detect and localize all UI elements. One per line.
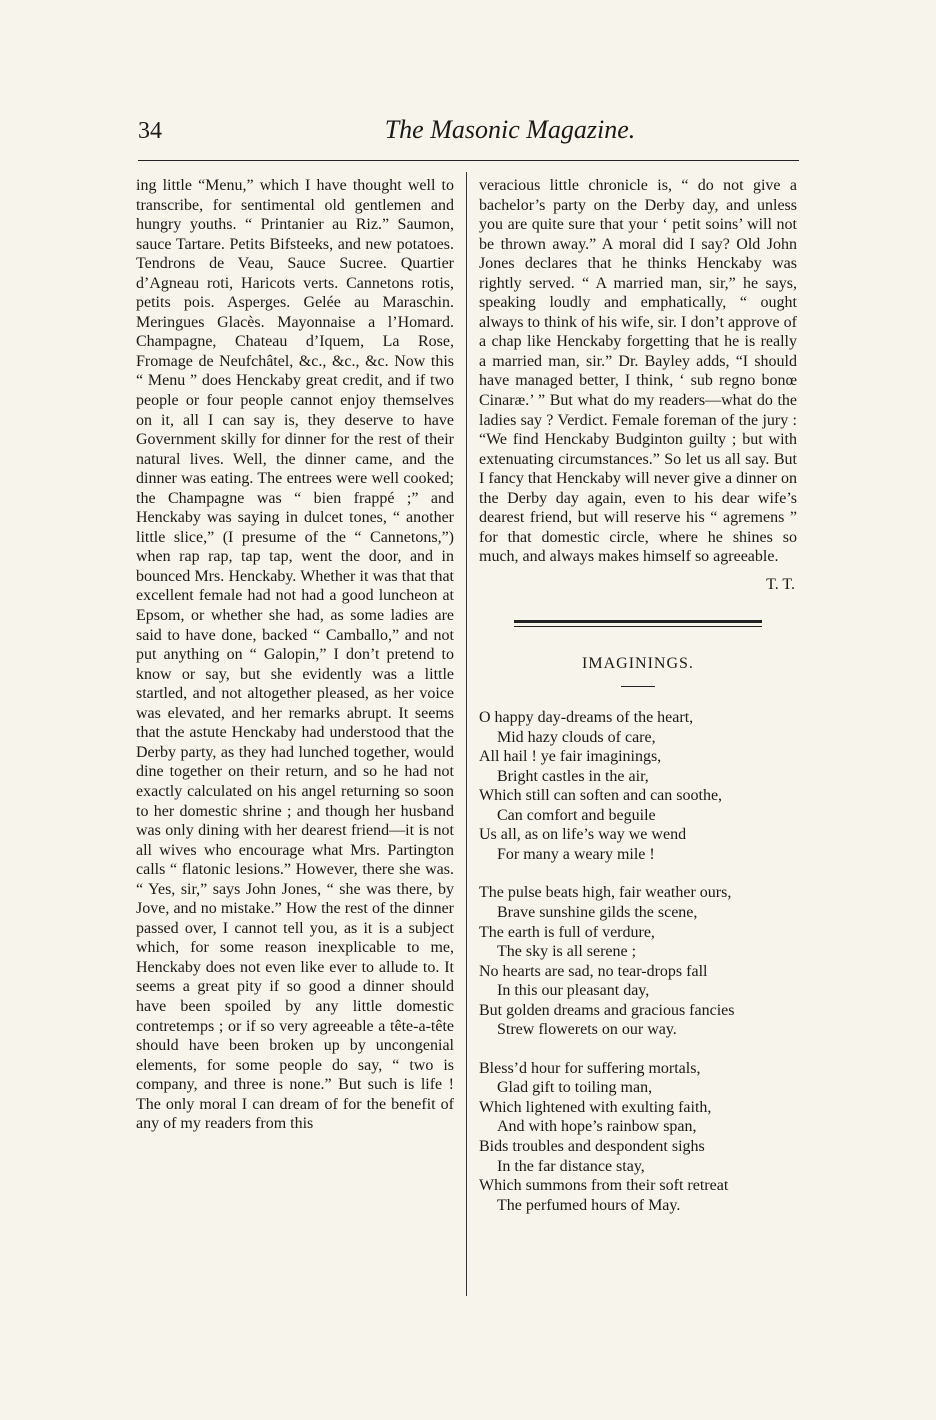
poem-line: And with hope’s rainbow span, [497,1118,697,1136]
poem-stanza-1 [479,708,797,864]
poem-line: Bright castles in the air, [497,767,649,785]
poem-line: The perfumed hours of May. [497,1196,681,1214]
header-rule [138,160,799,161]
poem-line: In the far distance stay, [497,1157,645,1175]
left-column [136,176,454,1134]
poem-line: Which summons from their soft retreat [479,1177,729,1195]
poem-line: But golden dreams and gracious fancies [479,1001,735,1019]
poem-line: The earth is full of verdure, [479,923,655,941]
poem-title: IMAGININGS. [582,655,694,673]
section-rule-thin [514,626,762,627]
poem-line: Bids troubles and despondent sighs [479,1137,705,1155]
poem-line: In this our pleasant day, [497,982,650,1000]
poem-line: Can comfort and beguile [497,806,656,824]
poem-line: The pulse beats high, fair weather ours, [479,884,732,902]
poem-line: Mid hazy clouds of care, [497,728,656,746]
left-column-text: ing little “Menu,” which I have thought well to transcribe, for sentimental old gentlemen and hungry youths. “ Printanier au Riz.” Saumon, sauce Tartare. Petits Bifsteeks, and new potatoes. Tendrons de Veau, Sauce Sucree. Quartier d’Agneau roti, Haricots verts. Cannetons rotis, petits pois. Asperges. Gelée au Maraschin. Meringues Glacès. Mayonnaise a l’Homard. Champagne, Chateau d’Iquem, La Rose, Fromage de Neufchâtel, &c., &c., &c. Now this “ Menu ” does Henckaby great credit, and if two people or four people cannot enjoy themselves on it, all I can say is, they deserve to have Government skilly for dinner for the rest of their natural lives. Well, the dinner came, and the dinner was eating. The entrees were well cooked; the Champagne was “ bien frappé ;” and Henckaby was saying in dulcet tones, “ another little slice,” (I presume of the “ Cannetons,”) when rap rap, tap tap, went the door, and in bounced Mrs. Henckaby. Whether it was that that excellent female had not had a good luncheon at Epsom, or whether she had, as some ladies are said to have done, backed “ Camballo,” and not put anything on “ Galopin,” I don’t pretend to know or say, but she evidently was a little startled, and not altogether pleased, as her voice was elevated, and her remarks abrupt. It seems that the astute Henckaby had understood that the Derby party, as they had lunched together, would dine together on their return, and so he had not exactly calculated on his angel returning so soon to her domestic shrine ; and though her husband was only dining with her dearest friend—it is not all wives who encourage what Mrs. Partington calls “ flatonic lesions.” However, there she was. “ Yes, sir,” says John Jones, “ she was there, by Jove, and no mistake.” How the rest of the dinner passed over, I cannot tell you, as it is a subject which, for some reason inexplicable to me, Henckaby does not even like ever to allude to. It seems a great pity if so good a dinner should have been spoiled by any little domestic contretemps ; or if so very agreeable a tête-a-tête should have been broken up by uncongenial elements, for some people do say, “ two is company, and three is none.” But such is life ! The only moral I can dream of for the benefit of any of my readers from this [136,177,454,1133]
poem-stanza-3 [479,1059,797,1215]
right-column-text: veracious little chronicle is, “ do not give a bachelor’s party on the Derby day, and unless you are quite sure that your ‘ petit soins’ will not be thrown away.” A moral did I say? Old John Jones declares that he thinks Henckaby was rightly served. “ A married man, sir,” he says, speaking loudly and emphatically, “ ought always to think of his wife, sir. I don’t approve of a chap like Henckaby forgetting that he is really a married man, sir.” Dr. Bayley adds, “I should have managed better, I think, ‘ sub regno bonœ Cinaræ.’ ” But what do my readers—what do the ladies say ? Verdict. Female foreman of the jury : “We find Henckaby Budginton guilty ; but with extenuating circumstances.” So let us all say. But I fancy that Henckaby will never give a dinner on the Derby day again, even to his dear wife’s dearest friend, but will reserve his “ agremens ” for that domestic circle, where he shines so much, and always makes himself so agreeable. [479,177,797,566]
poem-line: Glad gift to toiling man, [497,1079,653,1097]
section-rule-thick [514,620,762,623]
poem-body [479,708,797,1215]
poem-line: Bless’d hour for suffering mortals, [479,1059,701,1077]
poem-line: Strew flowerets on our way. [497,1021,677,1039]
poem-line: No hearts are sad, no tear-drops fall [479,962,708,980]
poem-line: Which lightened with exulting faith, [479,1098,712,1116]
running-head-title: The Masonic Magazine. [384,115,636,144]
poem-line: Brave sunshine gilds the scene, [497,903,698,921]
right-column [479,176,797,1234]
page-number: 34 [138,118,162,144]
column-divider [466,172,467,1296]
poem-line: O happy day-dreams of the heart, [479,709,694,727]
poem-line: For many a weary mile ! [497,845,655,863]
poem-line: Which still can soften and can soothe, [479,787,723,805]
poem-line: All hail ! ye fair imaginings, [479,748,662,766]
author-signature: T. T. [766,575,795,593]
poem-line: The sky is all serene ; [497,943,637,961]
poem-line: Us all, as on life’s way we wend [479,826,687,844]
poem-stanza-2 [479,883,797,1039]
poem-title-rule [621,686,655,687]
